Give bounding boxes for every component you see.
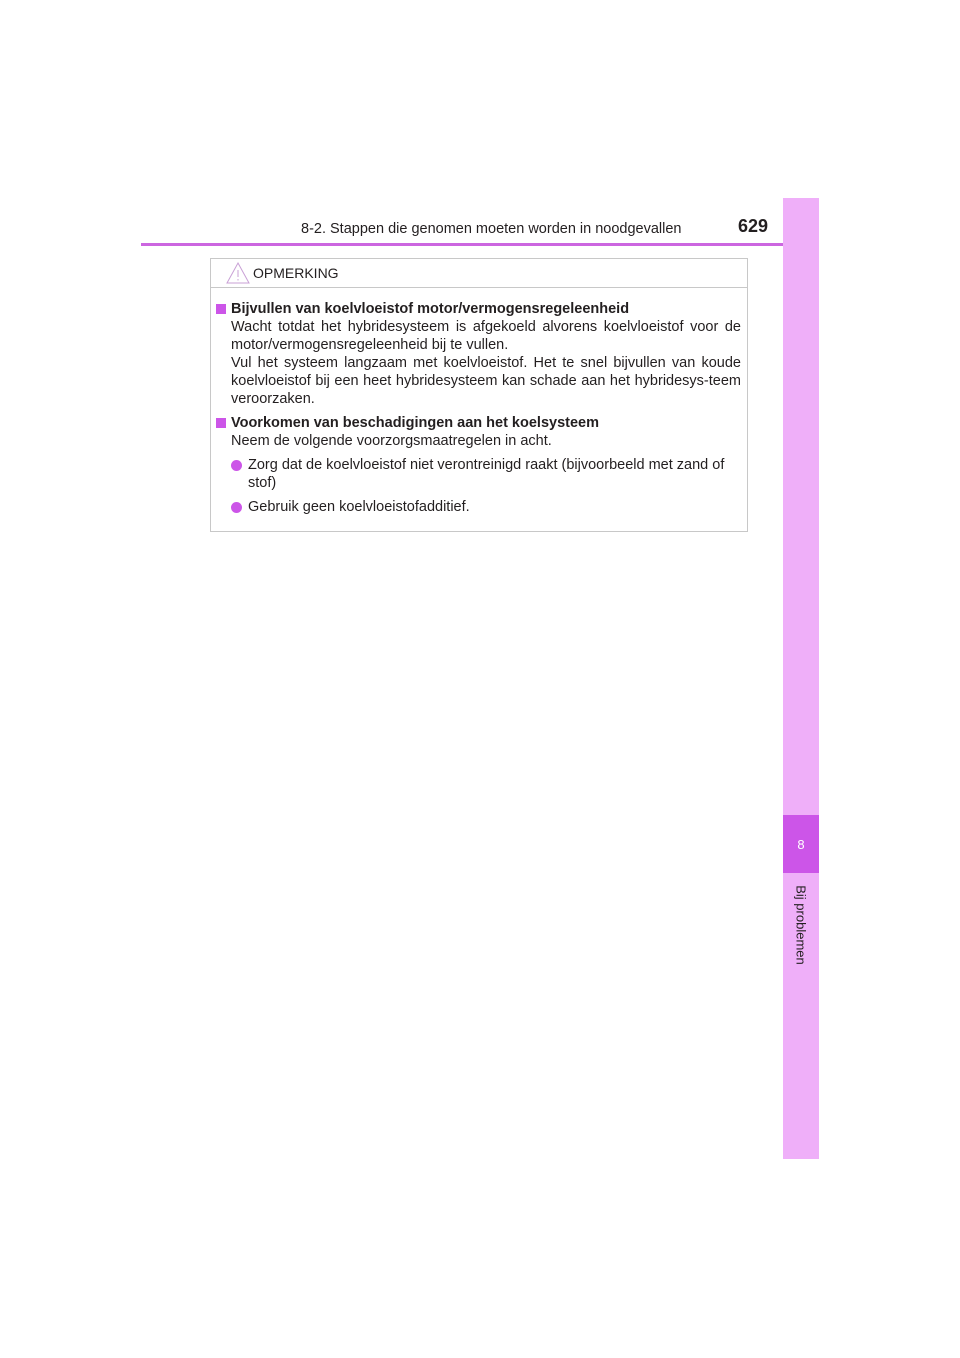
notice-box	[210, 258, 748, 532]
notice-body	[211, 288, 747, 516]
section-heading	[216, 414, 741, 432]
section-heading	[216, 300, 741, 318]
square-bullet-icon	[216, 418, 226, 428]
round-bullet-icon	[231, 460, 242, 471]
chapter-label: Bij problemen	[793, 885, 809, 965]
paragraph: Vul het systeem langzaam met koelvloeistof. Het te snel bijvullen van koude koelvloeistof bij een heet hybridesysteem kan schade aan het hybridesys-teem veroorzaken.	[231, 355, 741, 407]
chapter-tab[interactable]	[783, 815, 819, 873]
square-bullet-icon	[216, 304, 226, 314]
list-item	[216, 456, 741, 492]
side-band	[783, 198, 819, 1159]
list-item	[216, 498, 741, 516]
section-heading-text: Voorkomen van beschadigingen aan het koelsysteem	[231, 415, 599, 431]
header-section-title: 8-2. Stappen die genomen moeten worden in noodgevallen	[301, 221, 682, 237]
header-rule	[141, 243, 819, 246]
paragraph: Wacht totdat het hybridesysteem is afgekoeld alvorens koelvloeistof voor de motor/vermogensregeleenheid bij te vullen.	[231, 319, 741, 353]
chapter-number: 8	[797, 836, 805, 852]
warning-triangle-icon	[225, 261, 251, 285]
notice-header	[211, 259, 747, 288]
section-heading-text: Bijvullen van koelvloeistof motor/vermogensregeleenheid	[231, 301, 630, 317]
bullet-text: Zorg dat de koelvloeistof niet verontreinigd raakt (bijvoorbeeld met zand of stof)	[248, 457, 725, 491]
notice-section	[216, 300, 741, 408]
section-text	[216, 432, 741, 450]
page-number: 629	[738, 216, 769, 236]
notice-section	[216, 414, 741, 516]
round-bullet-icon	[231, 502, 242, 513]
notice-title: OPMERKING	[253, 265, 339, 281]
bullet-text: Gebruik geen koelvloeistofadditief.	[248, 499, 470, 515]
paragraph: Neem de volgende voorzorgsmaatregelen in acht.	[231, 433, 552, 449]
section-text	[216, 318, 741, 408]
